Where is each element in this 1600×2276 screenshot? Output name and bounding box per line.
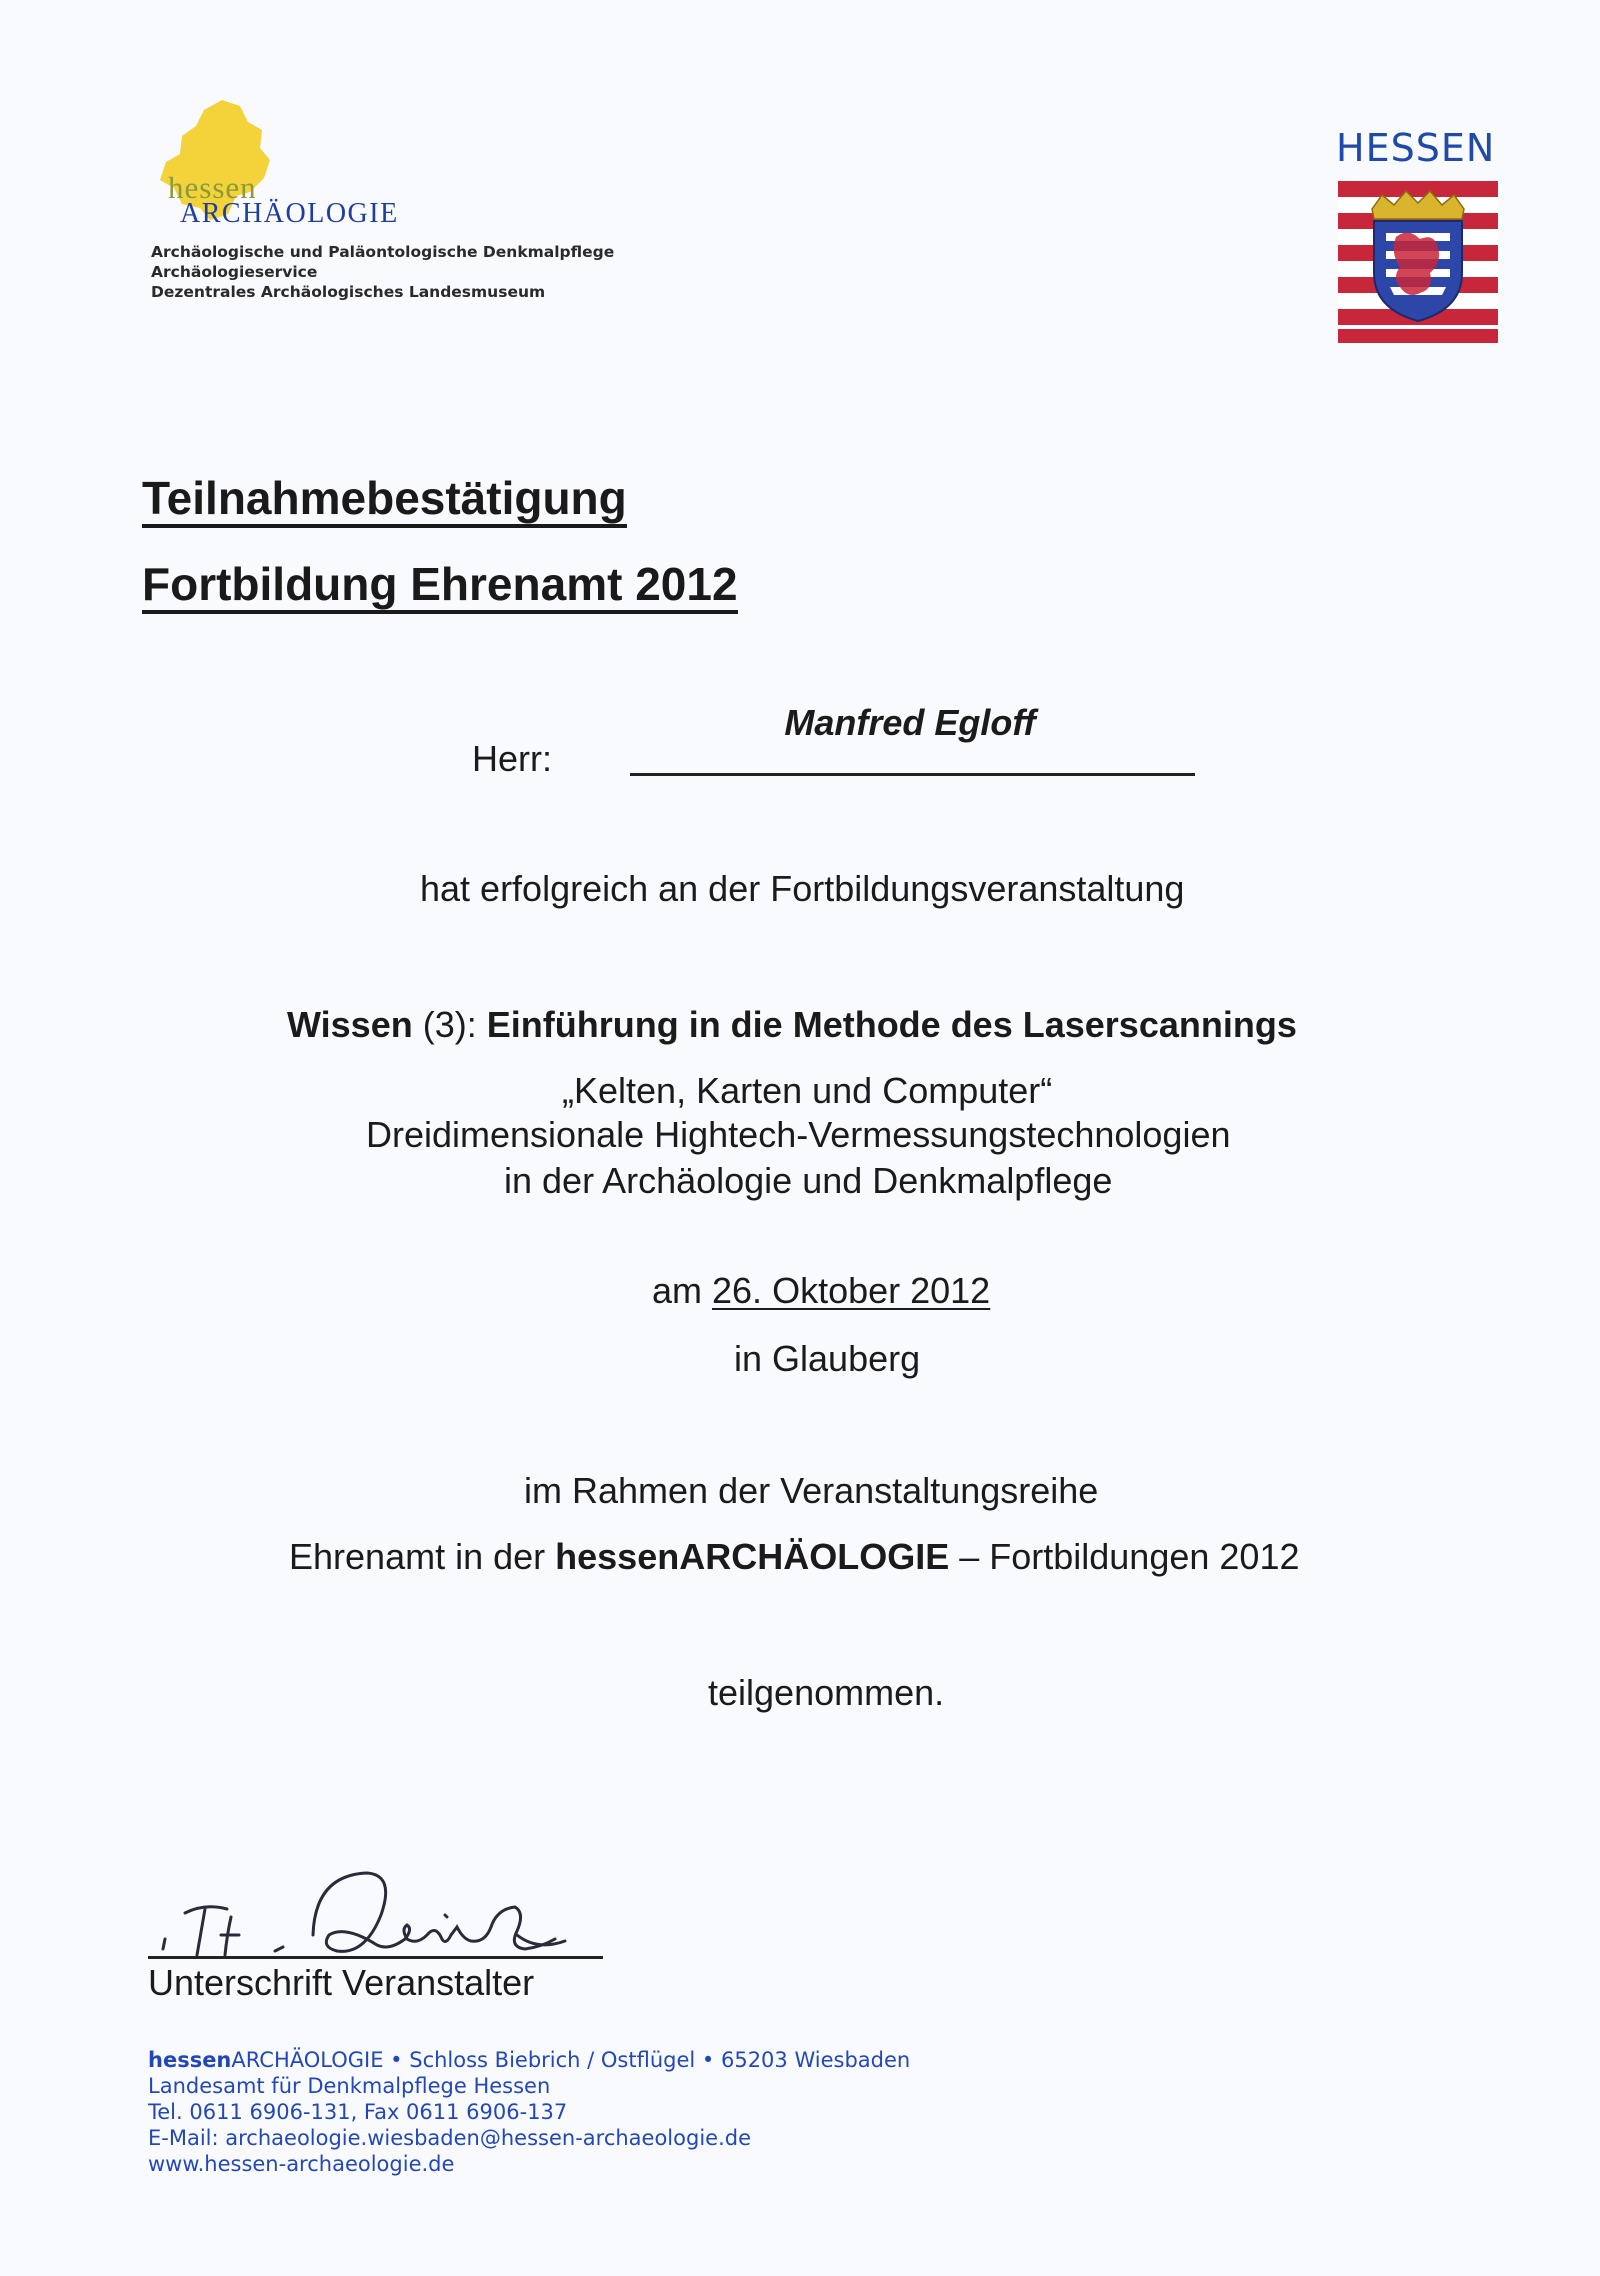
footer-email: E-Mail: archaeologie.wiesbaden@hessen-archaeologie.de: [148, 2126, 752, 2150]
series-brand: hessenARCHÄOLOGIE: [555, 1536, 950, 1577]
org-line: Archäologische und Paläontologische Denkmalpflege: [151, 243, 615, 261]
course-title: Einführung in die Methode des Laserscannings: [486, 1004, 1297, 1045]
org-line: Archäologieservice: [151, 263, 318, 281]
course-number: (3):: [412, 1004, 487, 1045]
hessen-label: HESSEN: [1336, 126, 1496, 170]
series-prefix: Ehrenamt in der: [289, 1536, 556, 1577]
footer-address: • Schloss Biebrich / Ostflügel • 65203 Wiesbaden: [383, 2048, 911, 2072]
series-line: [289, 1536, 1299, 1578]
course-subtitle-2: Dreidimensionale Hightech-Vermessungstechnologien: [366, 1114, 1231, 1155]
signature-line: [148, 1956, 603, 1959]
footer-website: www.hessen-archaeologie.de: [148, 2152, 455, 2176]
event-date-line: [652, 1270, 990, 1312]
recipient-name: Manfred Egloff: [784, 702, 1036, 743]
date-prefix: am: [652, 1270, 713, 1311]
logo-hessen-text: hessen: [168, 170, 257, 205]
footer-phone-fax: Tel. 0611 6906-131, Fax 0611 6906-137: [148, 2100, 568, 2124]
event-date: 26. Oktober 2012: [712, 1270, 991, 1311]
series-intro: im Rahmen der Veranstaltungsreihe: [524, 1470, 1099, 1511]
footer-brand-rest: ARCHÄOLOGIE: [231, 2048, 384, 2072]
org-line: Dezentrales Archäologisches Landesmuseum: [151, 283, 546, 301]
certificate-title: Teilnahmebestätigung: [142, 472, 627, 528]
footer-brand-bold: hessen: [148, 2048, 232, 2072]
course-series-title: Fortbildung Ehrenamt 2012: [142, 558, 738, 614]
handwritten-signature: [145, 1855, 615, 1965]
event-location: in Glauberg: [734, 1338, 921, 1379]
name-underline: [630, 773, 1195, 776]
hessen-coat-of-arms-icon: [1338, 181, 1498, 343]
footer-institution: Landesamt für Denkmalpflege Hessen: [148, 2074, 551, 2098]
course-prefix: Wissen: [287, 1004, 413, 1045]
salutation-label: Herr:: [472, 738, 552, 779]
series-suffix: – Fortbildungen 2012: [949, 1536, 1300, 1577]
logo-archaeologie-text: ARCHÄOLOGIE: [180, 198, 399, 229]
course-heading: [287, 1004, 1297, 1046]
signature-label: Unterschrift Veranstalter: [148, 1962, 535, 2003]
intro-text: hat erfolgreich an der Fortbildungsveranstaltung: [420, 868, 1185, 909]
course-subtitle-1: „Kelten, Karten und Computer“: [562, 1070, 1053, 1111]
course-subtitle-3: in der Archäologie und Denkmalpflege: [504, 1160, 1113, 1201]
footer-address-line: [148, 2047, 910, 2073]
organization-lines: [151, 242, 614, 302]
closing-text: teilgenommen.: [708, 1672, 945, 1713]
